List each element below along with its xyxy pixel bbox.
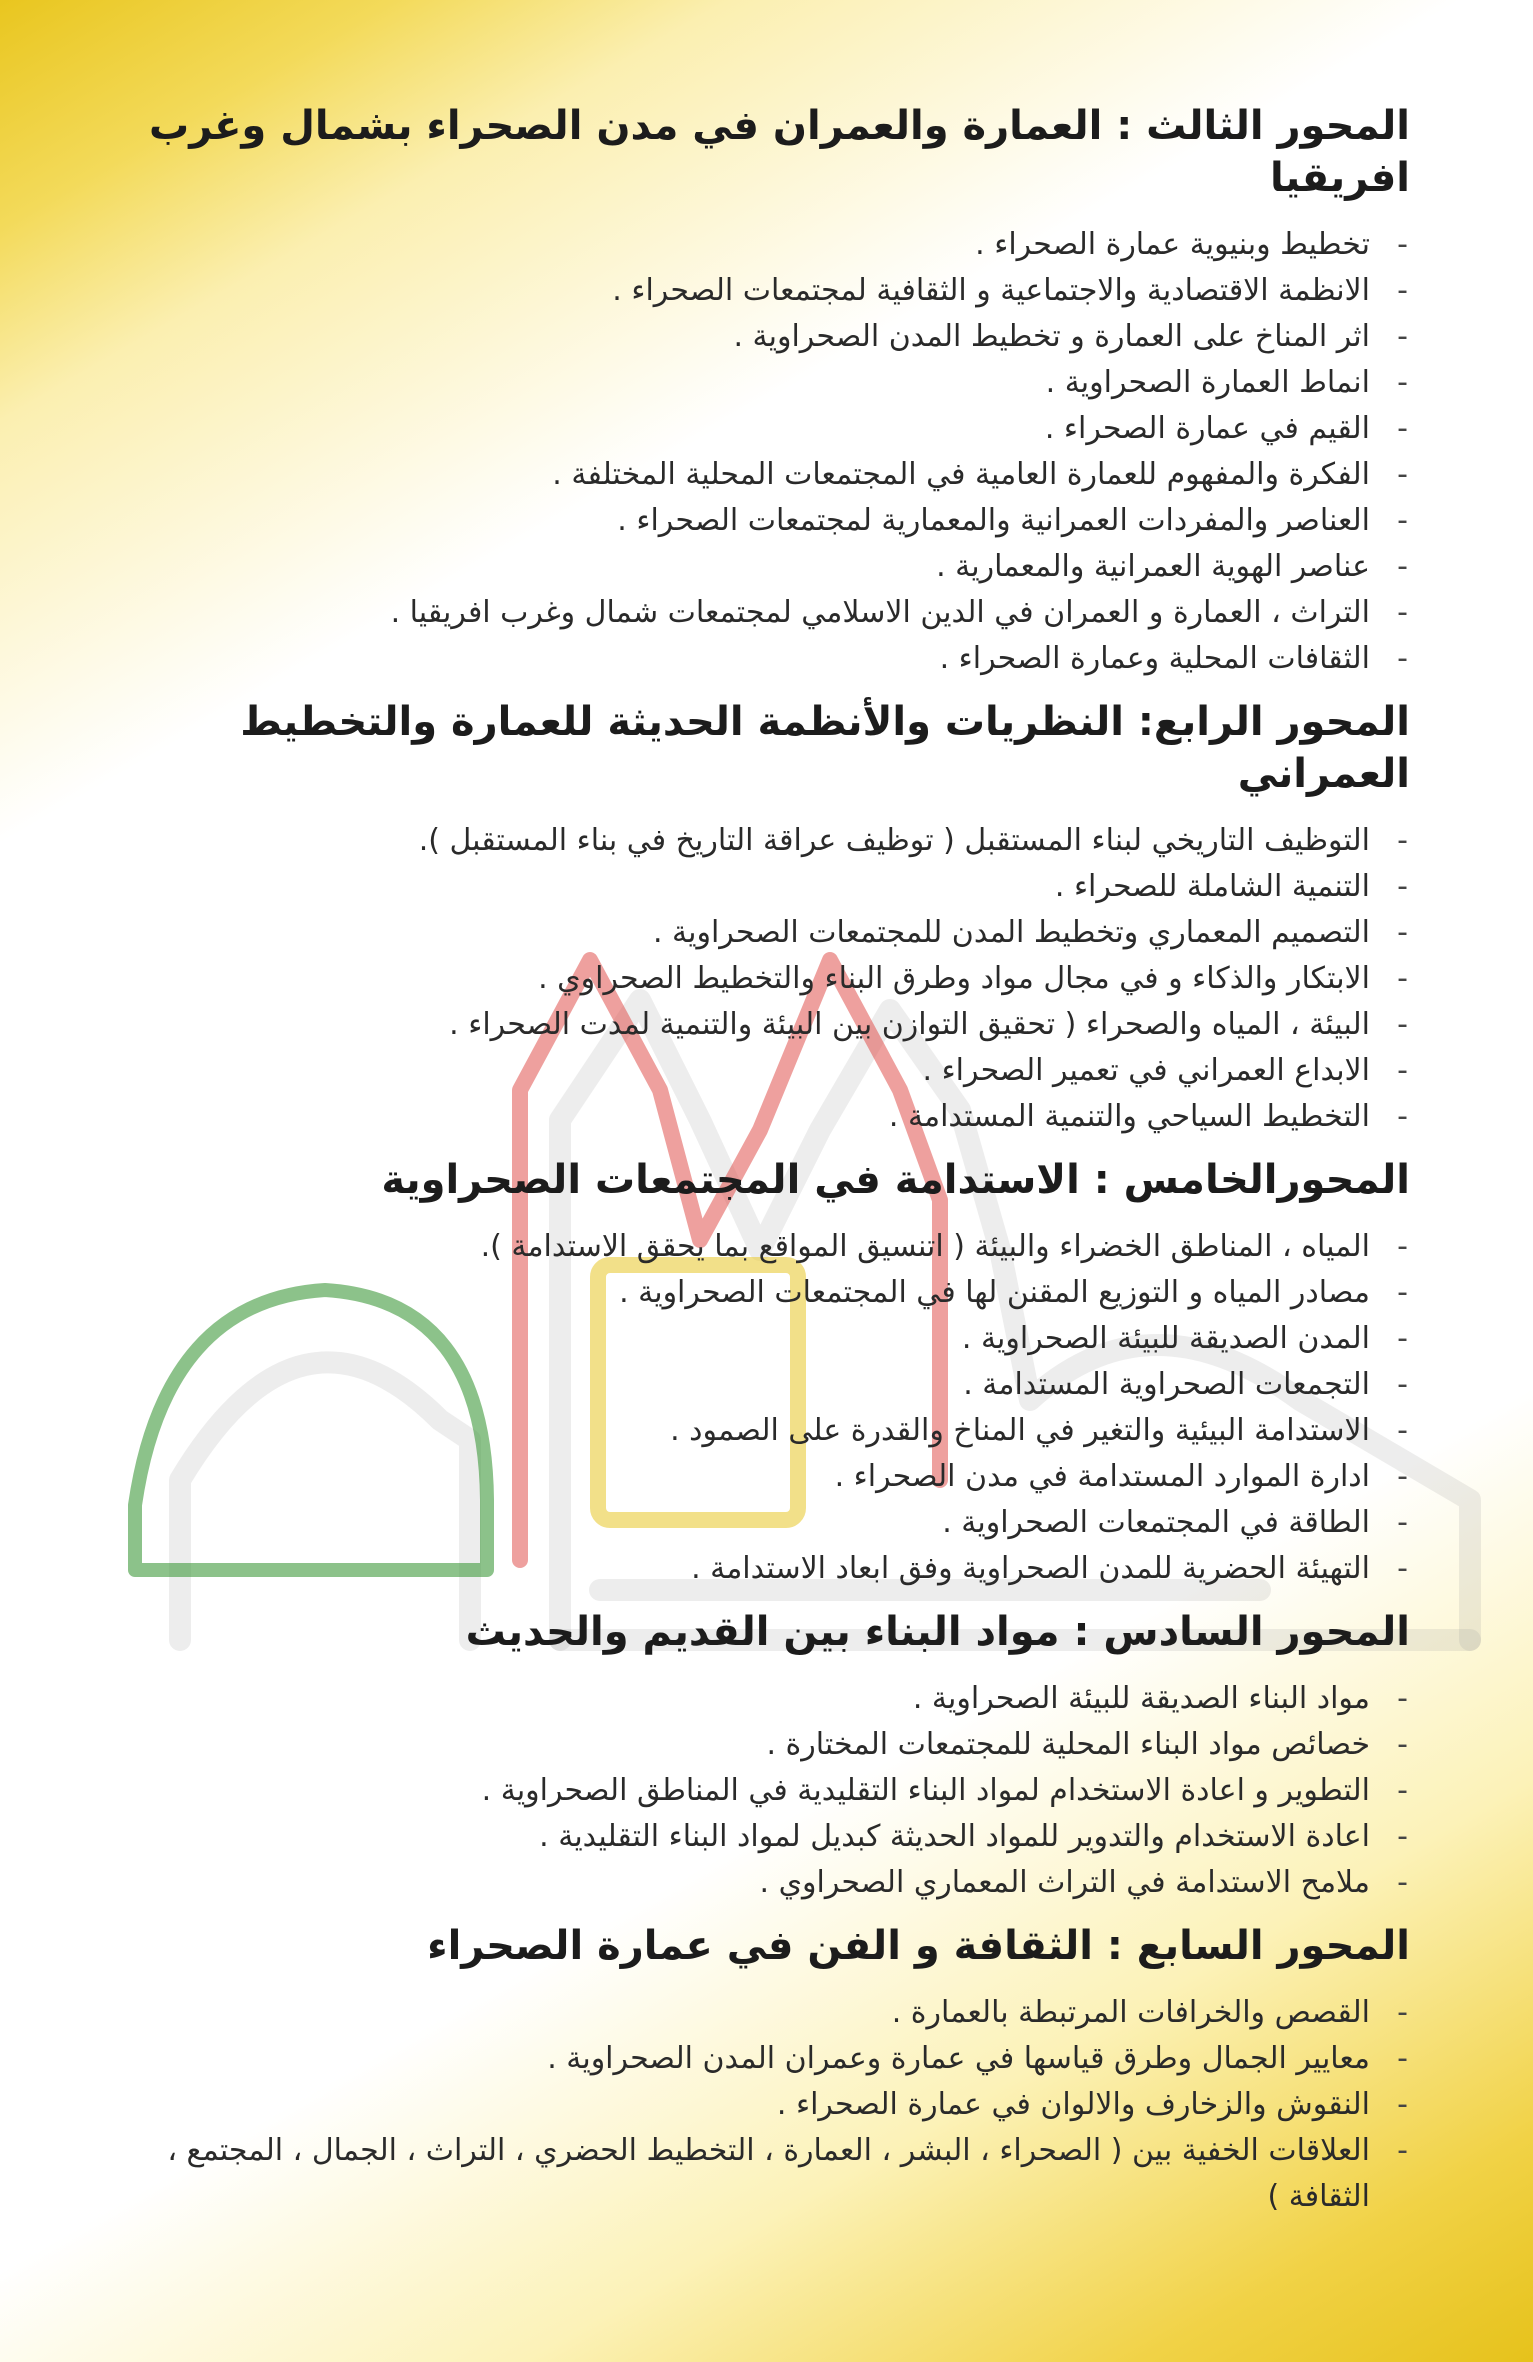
list-item: - الانظمة الاقتصادية والاجتماعية و الثقافية لمجتمعات الصحراء . bbox=[110, 268, 1410, 314]
list-item: - مصادر المياه و التوزيع المقنن لها في المجتمعات الصحراوية . bbox=[110, 1270, 1410, 1316]
list-item: - الثقافات المحلية وعمارة الصحراء . bbox=[110, 636, 1410, 682]
section-axis-7 bbox=[110, 1920, 1410, 2220]
list-item: - انماط العمارة الصحراوية . bbox=[110, 360, 1410, 406]
section-axis-3 bbox=[110, 100, 1410, 682]
list-item: - معايير الجمال وطرق قياسها في عمارة وعمران المدن الصحراوية . bbox=[110, 2036, 1410, 2082]
list-item: - اعادة الاستخدام والتدوير للمواد الحديثة كبديل لمواد البناء التقليدية . bbox=[110, 1814, 1410, 1860]
list-item: - الابتكار والذكاء و في مجال مواد وطرق البناء والتخطيط الصحراوي . bbox=[110, 956, 1410, 1002]
section-list bbox=[110, 1676, 1410, 1906]
section-list bbox=[110, 222, 1410, 682]
list-item: - تخطيط وبنيوية عمارة الصحراء . bbox=[110, 222, 1410, 268]
list-item: - ادارة الموارد المستدامة في مدن الصحراء . bbox=[110, 1454, 1410, 1500]
section-title: المحورالخامس : الاستدامة في المجتمعات الصحراوية bbox=[381, 1157, 1410, 1203]
section-title: المحور السادس : مواد البناء بين القديم والحديث bbox=[465, 1609, 1410, 1655]
section-title: المحور السابع : الثقافة و الفن في عمارة الصحراء bbox=[427, 1923, 1410, 1969]
list-item: - الفكرة والمفهوم للعمارة العامية في المجتمعات المحلية المختلفة . bbox=[110, 452, 1410, 498]
list-item: - المياه ، المناطق الخضراء والبيئة ( اتنسيق المواقع بما يحقق الاستدامة ). bbox=[110, 1224, 1410, 1270]
list-item: - خصائص مواد البناء المحلية للمجتمعات المختارة . bbox=[110, 1722, 1410, 1768]
list-item: - المدن الصديقة للبيئة الصحراوية . bbox=[110, 1316, 1410, 1362]
list-item: - العناصر والمفردات العمرانية والمعمارية لمجتمعات الصحراء . bbox=[110, 498, 1410, 544]
list-item: - البيئة ، المياه والصحراء ( تحقيق التوازن بين البيئة والتنمية لمدت الصحراء . bbox=[110, 1002, 1410, 1048]
list-item: - التراث ، العمارة و العمران في الدين الاسلامي لمجتمعات شمال وغرب افريقيا . bbox=[110, 590, 1410, 636]
list-item: - التطوير و اعادة الاستخدام لمواد البناء التقليدية في المناطق الصحراوية . bbox=[110, 1768, 1410, 1814]
list-item: - التخطيط السياحي والتنمية المستدامة . bbox=[110, 1094, 1410, 1140]
section-title: المحور الثالث : العمارة والعمران في مدن الصحراء بشمال وغرب افريقيا bbox=[149, 103, 1410, 201]
list-item: - مواد البناء الصديقة للبيئة الصحراوية . bbox=[110, 1676, 1410, 1722]
section-axis-5 bbox=[110, 1154, 1410, 1592]
list-item: - التصميم المعماري وتخطيط المدن للمجتمعات الصحراوية . bbox=[110, 910, 1410, 956]
document-body bbox=[110, 100, 1410, 2234]
list-item: - عناصر الهوية العمرانية والمعمارية . bbox=[110, 544, 1410, 590]
list-item: - الابداع العمراني في تعمير الصحراء . bbox=[110, 1048, 1410, 1094]
list-item: - العلاقات الخفية بين ( الصحراء ، البشر ، العمارة ، التخطيط الحضري ، التراث ، الجمال ، المجتمع ، الثقافة ) bbox=[110, 2128, 1410, 2220]
section-list bbox=[110, 1990, 1410, 2220]
list-item: - التوظيف التاريخي لبناء المستقبل ( توظيف عراقة التاريخ في بناء المستقبل ). bbox=[110, 818, 1410, 864]
section-axis-6 bbox=[110, 1606, 1410, 1906]
list-item: - القيم في عمارة الصحراء . bbox=[110, 406, 1410, 452]
list-item: - اثر المناخ على العمارة و تخطيط المدن الصحراوية . bbox=[110, 314, 1410, 360]
list-item: - التنمية الشاملة للصحراء . bbox=[110, 864, 1410, 910]
section-title: المحور الرابع: النظريات والأنظمة الحديثة للعمارة والتخطيط العمراني bbox=[240, 699, 1410, 797]
list-item: - التجمعات الصحراوية المستدامة . bbox=[110, 1362, 1410, 1408]
section-list bbox=[110, 1224, 1410, 1592]
list-item: - الطاقة في المجتمعات الصحراوية . bbox=[110, 1500, 1410, 1546]
list-item: - النقوش والزخارف والالوان في عمارة الصحراء . bbox=[110, 2082, 1410, 2128]
list-item: - ملامح الاستدامة في التراث المعماري الصحراوي . bbox=[110, 1860, 1410, 1906]
list-item: - الاستدامة البيئية والتغير في المناخ والقدرة على الصمود . bbox=[110, 1408, 1410, 1454]
list-item: - القصص والخرافات المرتبطة بالعمارة . bbox=[110, 1990, 1410, 2036]
section-axis-4 bbox=[110, 696, 1410, 1140]
section-list bbox=[110, 818, 1410, 1140]
list-item: - التهيئة الحضرية للمدن الصحراوية وفق ابعاد الاستدامة . bbox=[110, 1546, 1410, 1592]
